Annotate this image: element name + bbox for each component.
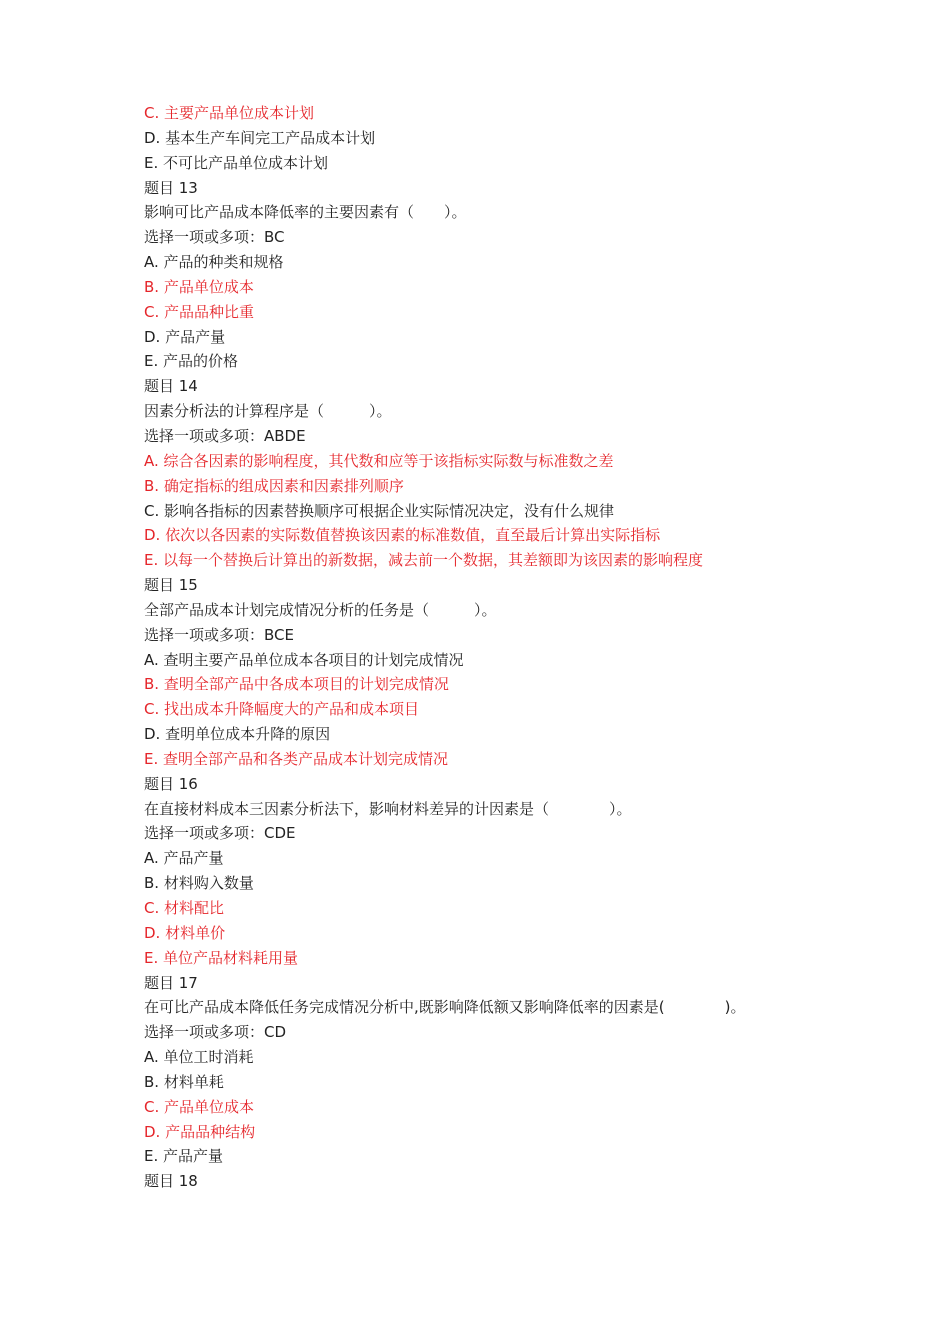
option-line-correct: C. 找出成本升降幅度大的产品和成本项目 (144, 700, 420, 719)
question-text: 因素分析法的计算程序是（ ）。 (144, 402, 392, 421)
option-line: A. 产品的种类和规格 (144, 253, 284, 272)
option-line: D. 查明单位成本升降的原因 (144, 725, 331, 744)
option-line: C. 影响各指标的因素替换顺序可根据企业实际情况决定，没有什么规律 (144, 501, 615, 520)
answer-line: 选择一项或多项：ABDE (144, 426, 306, 445)
question-heading: 题目 16 (144, 774, 198, 793)
question-heading: 题目 17 (144, 973, 198, 992)
option-line-correct: D. 依次以各因素的实际数值替换该因素的标准数值，直至最后计算出实际指标 (144, 526, 661, 545)
question-text: 在可比产品成本降低任务完成情况分析中,既影响降低额又影响降低率的因素是( )。 (144, 998, 746, 1017)
option-line-correct: E. 查明全部产品和各类产品成本计划完成情况 (144, 749, 449, 768)
answer-line: 选择一项或多项：BC (144, 228, 285, 247)
question-text: 全部产品成本计划完成情况分析的任务是（ ）。 (144, 600, 497, 619)
option-line: E. 不可比产品单位成本计划 (144, 153, 329, 172)
option-line-correct: D. 材料单价 (144, 923, 226, 942)
question-heading: 题目 18 (144, 1172, 198, 1191)
option-line-correct: D. 产品品种结构 (144, 1122, 256, 1141)
question-heading: 题目 15 (144, 576, 198, 595)
question-heading: 题目 14 (144, 377, 198, 396)
option-line-correct: C. 产品单位成本 (144, 1097, 255, 1116)
option-line: E. 产品产量 (144, 1147, 224, 1166)
option-line: D. 基本生产车间完工产品成本计划 (144, 128, 376, 147)
answer-line: 选择一项或多项：CD (144, 1023, 287, 1042)
answer-line: 选择一项或多项：BCE (144, 625, 294, 644)
question-text: 在直接材料成本三因素分析法下，影响材料差异的计因素是（ ）。 (144, 799, 632, 818)
option-line-correct: C. 产品品种比重 (144, 302, 255, 321)
option-line: A. 产品产量 (144, 849, 224, 868)
answer-line: 选择一项或多项：CDE (144, 824, 296, 843)
question-text: 影响可比产品成本降低率的主要因素有（ ）。 (144, 203, 467, 222)
option-line: B. 材料单耗 (144, 1072, 224, 1091)
option-line-correct: E. 以每一个替换后计算出的新数据，减去前一个数据，其差额即为该因素的影响程度 (144, 551, 704, 570)
option-line-correct: B. 查明全部产品中各成本项目的计划完成情况 (144, 675, 449, 694)
option-line-correct: A. 综合各因素的影响程度，其代数和应等于该指标实际数与标准数之差 (144, 451, 614, 470)
option-line-correct: E. 单位产品材料耗用量 (144, 948, 299, 967)
option-line-correct: C. 主要产品单位成本计划 (144, 104, 315, 122)
option-line: D. 产品产量 (144, 327, 226, 346)
option-line: E. 产品的价格 (144, 352, 239, 371)
option-line-correct: B. 产品单位成本 (144, 277, 254, 296)
question-list (144, 101, 844, 1194)
option-line: B. 材料购入数量 (144, 874, 254, 893)
document-page (144, 101, 844, 1194)
option-line: A. 单位工时消耗 (144, 1048, 254, 1067)
option-line-correct: C. 材料配比 (144, 899, 225, 917)
option-line-correct: B. 确定指标的组成因素和因素排列顺序 (144, 476, 404, 495)
question-heading: 题目 13 (144, 178, 198, 197)
option-line: A. 查明主要产品单位成本各项目的计划完成情况 (144, 650, 464, 669)
